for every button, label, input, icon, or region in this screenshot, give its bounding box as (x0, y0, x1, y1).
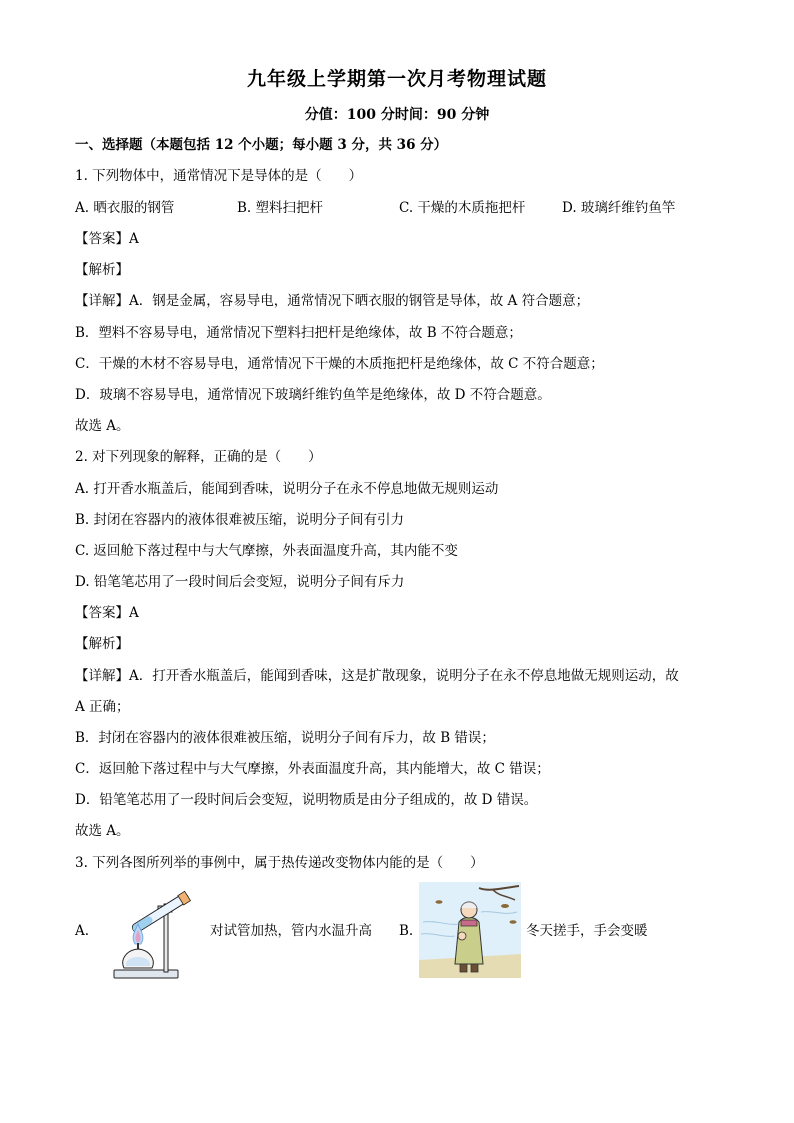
question-3-option-b-text: 冬天搓手，手会变暖 (526, 923, 648, 939)
rubbing-hands-winter-figure (419, 882, 521, 978)
question-1-detail-line: C．干燥的木材不容易导电，通常情况下干燥的木质拖把杆是绝缘体，故 C 不符合题意； (75, 356, 604, 372)
question-2-stem: 2. 对下列现象的解释，正确的是（ ） (75, 449, 322, 465)
question-2-detail-line: 【详解】A．打开香水瓶盖后，能闻到香味，这是扩散现象，说明分子在永不停息地做无规则运动，故 (75, 668, 679, 684)
question-1-detail-line: D．玻璃不容易导电，通常情况下玻璃纤维钓鱼竿是绝缘体，故 D 不符合题意。 (75, 387, 551, 403)
question-1-option-c: C. 干燥的木质拖把杆 (399, 200, 526, 216)
score-time-info: 分值：100 分时间：90 分钟 (304, 107, 490, 123)
question-3-stem: 3. 下列各图所列举的事例中，属于热传递改变物体内能的是（ ） (75, 855, 484, 871)
question-2-option-a: A. 打开香水瓶盖后，能闻到香味，说明分子在永不停息地做无规则运动 (75, 481, 499, 497)
question-2-detail-line: B．封闭在容器内的液体很难被压缩，说明分子间有斥力，故 B 错误； (75, 730, 495, 746)
question-3-option-a-text: 对试管加热，管内水温升高 (210, 923, 372, 939)
question-2-option-b: B. 封闭在容器内的液体很难被压缩，说明分子间有引力 (75, 512, 405, 528)
question-1-stem: 1. 下列物体中，通常情况下是导体的是（ ） (75, 168, 363, 184)
question-1-detail-line: 【详解】A．钢是金属，容易导电，通常情况下晒衣服的钢管是导体，故 A 符合题意； (75, 293, 590, 309)
question-3-option-a-label: A. (75, 923, 90, 939)
question-1-option-b: B. 塑料扫把杆 (237, 200, 324, 216)
question-1-option-d: D. 玻璃纤维钓鱼竿 (562, 200, 676, 216)
question-1-answer: 【答案】A (75, 231, 139, 247)
page-title: 九年级上学期第一次月考物理试题 (246, 68, 547, 90)
question-2-detail-line: A 正确； (75, 699, 130, 715)
question-3-option-b-label: B. (399, 923, 414, 939)
question-1-detail-line: B．塑料不容易导电，通常情况下塑料扫把杆是绝缘体，故 B 不符合题意； (75, 325, 522, 341)
question-1-option-a: A. 晒衣服的钢管 (75, 200, 175, 216)
section-heading: 一、选择题（本题包括 12 个小题；每小题 3 分，共 36 分） (75, 137, 448, 153)
question-2-answer: 【答案】A (75, 605, 139, 621)
test-tube-heating-figure (108, 880, 196, 982)
question-1-conclusion: 故选 A。 (75, 418, 130, 434)
question-1-analysis-label: 【解析】 (75, 262, 129, 278)
question-2-detail-line: C．返回舱下落过程中与大气摩擦，外表面温度升高，其内能增大，故 C 错误； (75, 761, 550, 777)
question-2-option-d: D. 铅笔笔芯用了一段时间后会变短，说明分子间有斥力 (75, 574, 405, 590)
question-2-option-c: C. 返回舱下落过程中与大气摩擦，外表面温度升高，其内能不变 (75, 543, 458, 559)
question-2-detail-line: D．铅笔笔芯用了一段时间后会变短，说明物质是由分子组成的，故 D 错误。 (75, 792, 538, 808)
question-2-analysis-label: 【解析】 (75, 636, 129, 652)
question-2-conclusion: 故选 A。 (75, 823, 130, 839)
